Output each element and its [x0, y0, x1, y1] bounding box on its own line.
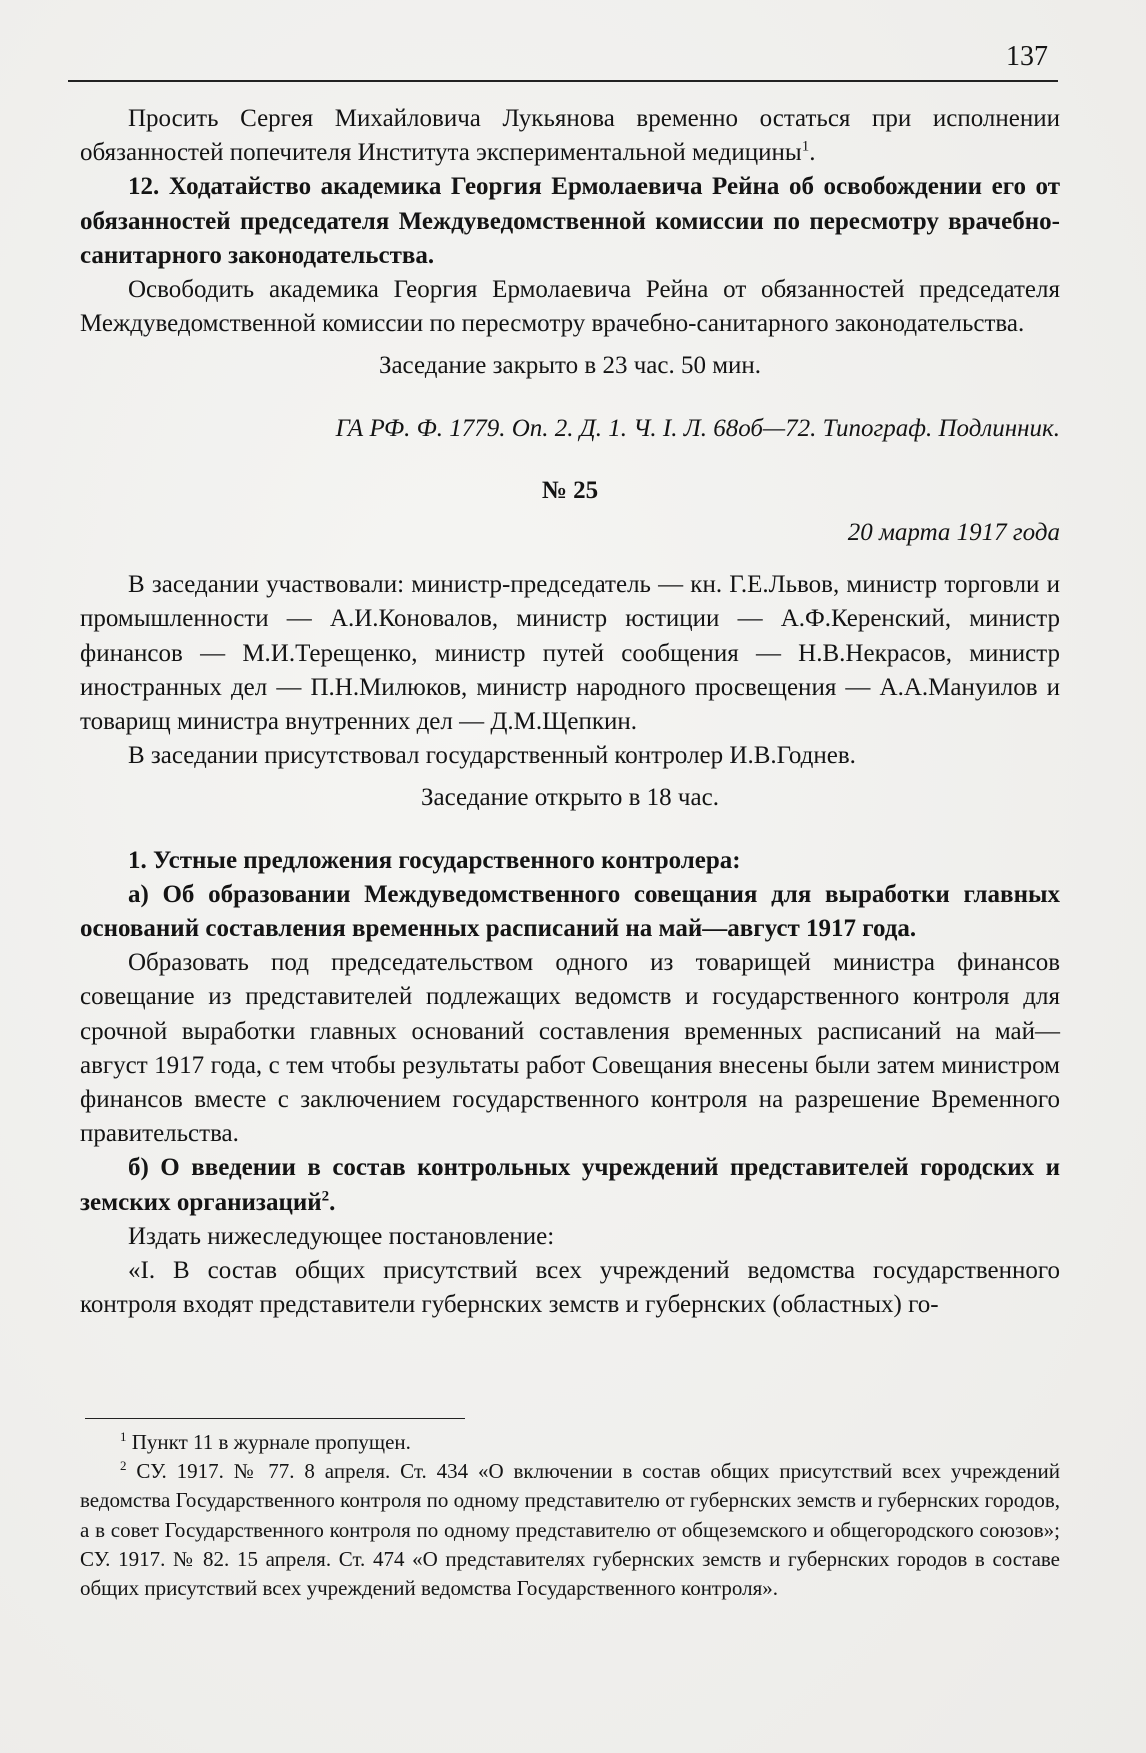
footnote-1-text: Пункт 11 в журнале пропущен. — [131, 1430, 411, 1454]
paragraph-resolution-text: «I. В состав общих присутствий всех учреждений ведомства государственного контроля входят представители губернских земств и губернских (областных) го- — [80, 1257, 1060, 1319]
item-12-heading: 12. Ходатайство академика Георгия Ермолаевича Рейна об освобождении его от обязанностей председателя Междуведомственной комиссии по пересмотру врачебно-санитарного законодательства. — [80, 173, 1060, 269]
section-1-heading: 1. Устные предложения государственного контролера: — [128, 846, 741, 874]
document-number: № 25 — [541, 476, 599, 504]
paragraph-end: . — [809, 139, 816, 167]
page-number: 137 — [1006, 41, 1048, 72]
footnote-1-mark: 1 — [120, 1429, 127, 1444]
participants-paragraph: В заседании участвовали: министр-председатель — кн. Г.Е.Львов, министр торговли и промышленности — А.И.Коновалов, министр юстиции — А.Ф.Керенский, министр финансов — М.И.Терещенко, министр путей сообщения — Н.В.Некрасов, министр иностранных дел — П.Н.Милюков, министр народного просвещения — А.А.Мануилов и товарищ министра внутренних дел — Д.М.Щепкин. — [80, 571, 1060, 736]
paragraph-release-rein: Освободить академика Георгия Ермолаевича Рейна от обязанностей председателя Междуведомственной комиссии по пересмотру врачебно-санитарного законодательства. — [80, 276, 1060, 338]
document-date: 20 марта 1917 года — [847, 519, 1060, 547]
footnotes — [80, 1428, 1060, 1603]
footnote-2 — [80, 1457, 1060, 1603]
footnote-ref-1[interactable]: 1 — [801, 138, 810, 155]
footnote-divider — [85, 1418, 465, 1419]
session-opened: Заседание открыто в 18 час. — [421, 784, 719, 812]
item-b-end: . — [329, 1188, 336, 1216]
item-a-heading: а) Об образовании Междуведомственного совещания для выработки главных оснований составления временных расписаний на май—август 1917 года. — [80, 880, 1060, 943]
paragraph-text: Просить Сергея Михайловича Лукьянова временно остаться при исполнении обязанностей попечителя Института экспериментальной медицины — [80, 105, 1060, 167]
paragraph-form-meeting: Образовать под председательством одного из товарищей министра финансов совещание из представителей подлежащих ведомств и государственного контроля для срочной выработки главных оснований составления временных расписаний на май—август 1917 года, с тем чтобы результаты работ Совещания внесены были затем министром финансов вместе с заключением государственного контроля на разрешение Временного правительства. — [80, 949, 1060, 1148]
footnote-ref-2[interactable]: 2 — [321, 1188, 330, 1205]
controller-present: В заседании присутствовал государственный контролер И.В.Годнев. — [128, 742, 856, 770]
page-header — [68, 40, 1058, 82]
document-body — [80, 102, 1060, 1323]
archive-reference: ГА РФ. Ф. 1779. Оп. 2. Д. 1. Ч. I. Л. 68об—72. Типограф. Подлинник. — [335, 414, 1060, 442]
item-b-text: б) О введении в состав контрольных учреждений представителей городских и земских организаций — [80, 1154, 1060, 1216]
paragraph-request-lukyanov — [80, 102, 1060, 170]
footnote-2-mark: 2 — [120, 1458, 127, 1474]
footnote-1 — [80, 1428, 1060, 1457]
paragraph-issue-resolution: Издать нижеследующее постановление: — [128, 1222, 555, 1250]
footnote-2-text: СУ. 1917. № 77. 8 апреля. Ст. 434 «О включении в состав общих присутствий всех учреждений ведомства Государственного контроля по одному представителю от губернских земств и губернских городов, а в совет Государственного контроля по одному представителю от общеземского и общегородского союзов»; СУ. 1917. № 82. 15 апреля. Ст. 474 «О представителях губернских земств и губернских городов в составе общих присутствий всех учреждений ведомства Государственного контроля». — [80, 1459, 1060, 1601]
session-closed: Заседание закрыто в 23 час. 50 мин. — [378, 352, 762, 380]
item-b-heading — [80, 1151, 1060, 1219]
